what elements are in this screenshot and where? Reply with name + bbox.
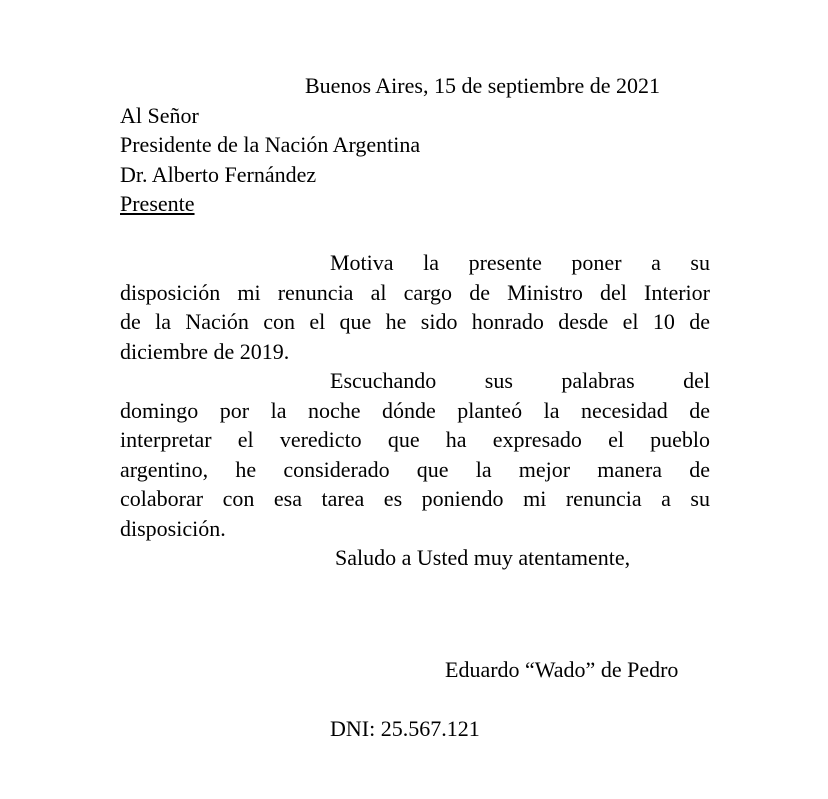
presente-underlined-text: Presente bbox=[120, 191, 195, 216]
body-paragraph-2 bbox=[120, 366, 710, 543]
recipient-name: Dr. Alberto Fernández bbox=[120, 161, 317, 187]
recipient-presente bbox=[120, 189, 710, 219]
recipient-title: Presidente de la Nación Argentina bbox=[120, 132, 421, 157]
paragraph-2-line-1: Escuchando sus palabras del bbox=[330, 368, 710, 393]
paragraph-2-line-2: domingo por la noche dónde planteó la necesidad de bbox=[120, 397, 710, 423]
paragraph-2-line-3: interpretar el veredicto que ha expresado el pueblo bbox=[120, 427, 710, 452]
dni-line: DNI: 25.567.121 bbox=[330, 716, 480, 741]
recipient-salutation: Al Señor bbox=[120, 102, 199, 128]
paragraph-2-line-6: disposición. bbox=[120, 515, 226, 541]
paragraph-1-line-1: Motiva la presente poner a su bbox=[330, 250, 710, 275]
recipient-block bbox=[120, 101, 710, 219]
body-paragraph-1 bbox=[120, 248, 710, 366]
date-line: Buenos Aires, 15 de septiembre de 2021 bbox=[305, 73, 660, 98]
paragraph-2-line-5: colaborar con esa tarea es poniendo mi renuncia a su bbox=[120, 486, 710, 511]
paragraph-1-line-3: de la Nación con el que he sido honrado desde el 10 de bbox=[120, 309, 710, 334]
paragraph-1-line-2: disposición mi renuncia al cargo de Ministro del Interior bbox=[120, 279, 710, 305]
paragraph-1-line-4: diciembre de 2019. bbox=[120, 338, 290, 364]
closing-line: Saludo a Usted muy atentamente, bbox=[335, 545, 631, 570]
signature-name: Eduardo “Wado” de Pedro bbox=[445, 656, 679, 682]
paragraph-2-line-4: argentino, he considerado que la mejor manera de bbox=[120, 456, 710, 482]
